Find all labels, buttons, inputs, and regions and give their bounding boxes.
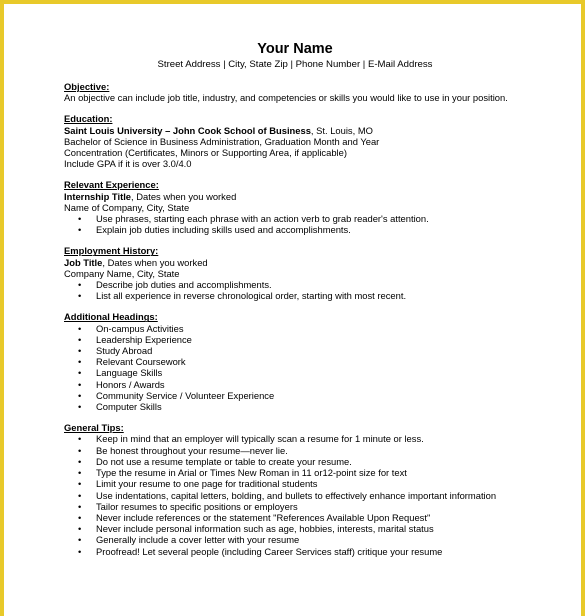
list-item: • On-campus Activities	[96, 323, 526, 334]
relevant-experience-section	[64, 179, 526, 235]
additional-headings-list	[64, 323, 526, 413]
education-heading: Education:	[64, 113, 113, 125]
resume-content	[64, 41, 526, 567]
list-item: • Use phrases, starting each phrase with an action verb to grab reader's attention.	[96, 213, 526, 224]
employment-history-section	[64, 245, 526, 301]
list-item: • Computer Skills	[96, 401, 526, 412]
list-item: • Honors / Awards	[96, 379, 526, 390]
resume-name: Your Name	[257, 41, 333, 57]
internship-company: Name of Company, City, State	[64, 201, 190, 213]
list-item: • Use indentations, capital letters, bolding, and bullets to effectively enhance important information	[96, 490, 526, 501]
general-tips-heading: General Tips:	[64, 422, 124, 434]
education-school	[64, 125, 526, 136]
contact-line: Street Address | City, State Zip | Phone Number | E-Mail Address	[157, 59, 433, 70]
school-location: , St. Louis, MO	[310, 124, 373, 136]
list-item: • Never include personal information such as age, hobbies, interests, marital status	[96, 523, 526, 534]
list-item: • Study Abroad	[96, 345, 526, 356]
list-item: • Community Service / Volunteer Experience	[96, 390, 526, 401]
relevant-experience-heading: Relevant Experience:	[64, 179, 159, 191]
list-item: • Relevant Coursework	[96, 356, 526, 367]
education-degree: Bachelor of Science in Business Administration, Graduation Month and Year	[64, 135, 380, 147]
list-item: • Never include references or the statement "References Available Upon Request"	[96, 512, 526, 523]
education-section	[64, 113, 526, 169]
internship-title-line	[64, 191, 526, 202]
general-tips-list	[64, 433, 526, 556]
objective-text: An objective can include job title, industry, and competencies or skills you would like to use in your position.	[64, 92, 508, 104]
list-item: • Describe job duties and accomplishments.	[96, 279, 526, 290]
relevant-experience-list	[64, 213, 526, 235]
internship-dates: , Dates when you worked	[131, 190, 237, 202]
list-item: • Do not use a resume template or table to create your resume.	[96, 456, 526, 467]
objective-heading: Objective:	[64, 81, 110, 92]
education-concentration: Concentration (Certificates, Minors or Supporting Area, if applicable)	[64, 147, 347, 159]
employment-history-heading: Employment History:	[64, 245, 159, 257]
list-item: • Limit your resume to one page for traditional students	[96, 478, 526, 489]
job-title-line	[64, 257, 526, 268]
job-company: Company Name, City, State	[64, 267, 180, 279]
job-title: Job Title	[64, 256, 103, 268]
job-dates: , Dates when you worked	[102, 256, 208, 268]
list-item: • Language Skills	[96, 367, 526, 378]
additional-headings-section	[64, 311, 526, 412]
additional-headings-heading: Additional Headings:	[64, 311, 158, 323]
list-item: • Keep in mind that an employer will typically scan a resume for 1 minute or less.	[96, 433, 526, 444]
list-item: • Generally include a cover letter with your resume	[96, 534, 526, 545]
list-item: • Explain job duties including skills used and accomplishments.	[96, 224, 526, 235]
general-tips-section	[64, 422, 526, 556]
resume-page	[4, 4, 581, 616]
internship-title: Internship Title	[64, 190, 132, 202]
list-item: • List all experience in reverse chronological order, starting with most recent.	[96, 290, 526, 301]
list-item: • Proofread! Let several people (including Career Services staff) critique your resume	[96, 546, 526, 557]
employment-history-list	[64, 279, 526, 301]
objective-section	[64, 81, 526, 103]
list-item: • Be honest throughout your resume—never lie.	[96, 445, 526, 456]
education-gpa: Include GPA if it is over 3.0/4.0	[64, 158, 192, 170]
list-item: • Type the resume in Arial or Times New Roman in 11 or12-point size for text	[96, 467, 526, 478]
list-item: • Tailor resumes to specific positions or employers	[96, 501, 526, 512]
list-item: • Leadership Experience	[96, 334, 526, 345]
school-name: Saint Louis University – John Cook School of Business	[64, 124, 311, 136]
